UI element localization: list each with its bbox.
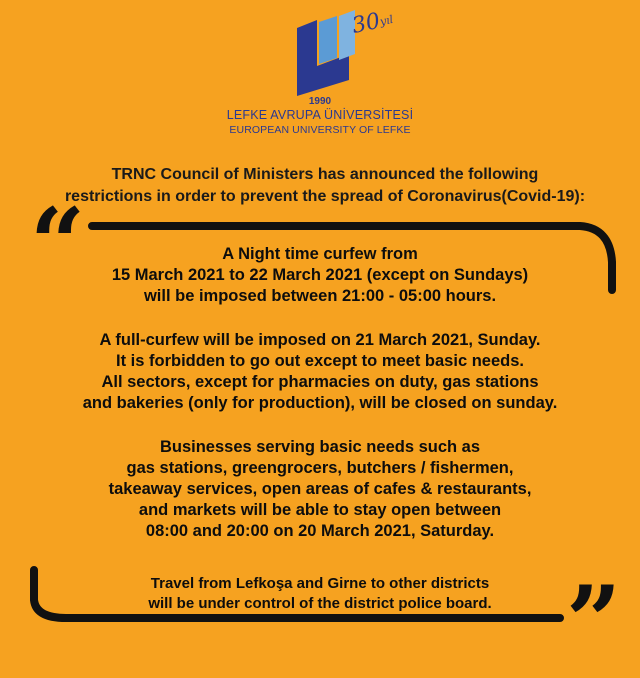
open-quote-icon: “ xyxy=(30,187,86,300)
intro-text: TRNC Council of Ministers has announced the following restrictions in order to prevent the spread of Coronavirus(Covid-19): xyxy=(64,166,586,205)
night-curfew-paragraph: A Night time curfew from 15 March 2021 to 22 March 2021 (except on Sundays) will be imposed between 21:00 - 05:00 hours. xyxy=(111,245,529,305)
travel-paragraph: Travel from Lefkoşa and Girne to other districts will be under control of the district police board. xyxy=(148,575,492,612)
university-name-en: EUROPEAN UNIVERSITY OF LEFKE xyxy=(229,124,411,136)
anniversary-number: 30 xyxy=(349,8,383,40)
anniversary-word: yıl xyxy=(378,12,395,29)
businesses-paragraph: Businesses serving basic needs such as gas stations, greengrocers, butchers / fishermen, takeaway services, open areas of cafes & restaurants, and markets will be able to stay open between 08:00 and 20:00 on 20 March 2021, Saturday. xyxy=(108,438,532,540)
founding-year: 1990 xyxy=(308,96,332,107)
full-curfew-paragraph: A full-curfew will be imposed on 21 March 2021, Sunday. It is forbidden to go out except to meet basic needs. All sectors, except for pharmacies on duty, gas stations and bakeries (only for production), will be closed on sunday. xyxy=(82,331,558,412)
university-name-tr: LEFKE AVRUPA ÜNİVERSİTESİ xyxy=(226,108,414,122)
close-quote-icon: ” xyxy=(566,565,622,678)
